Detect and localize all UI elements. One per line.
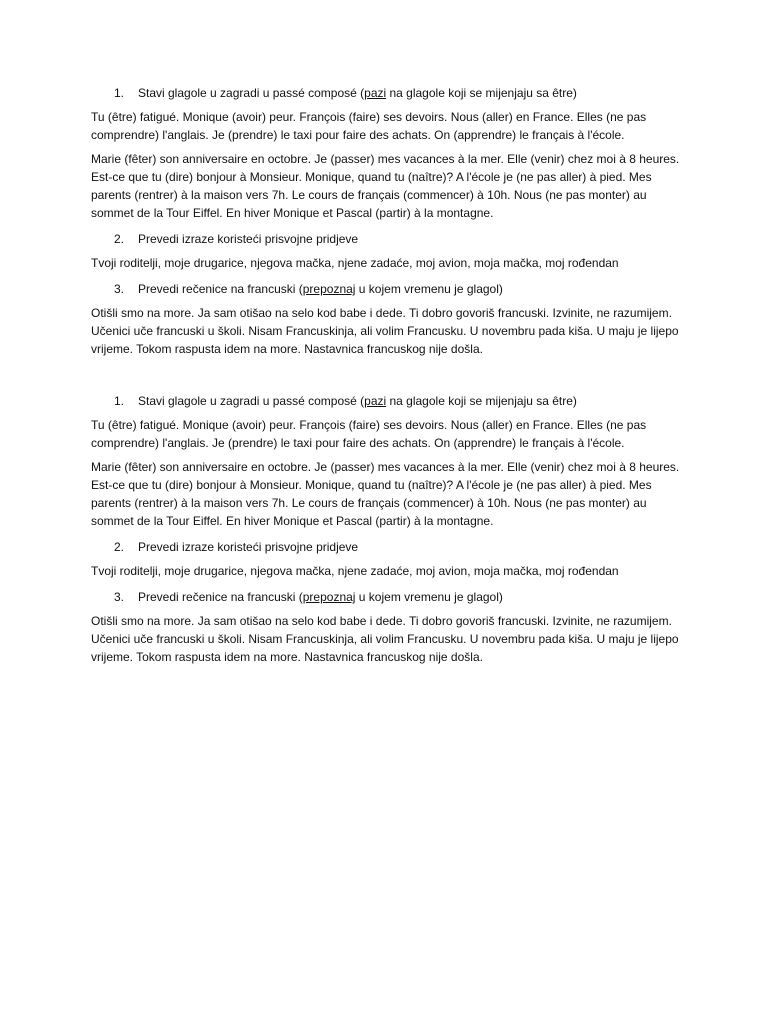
task-3-heading <box>91 280 687 298</box>
task-3-heading <box>91 588 687 606</box>
task-1-paragraph-1: Tu (être) fatigué. Monique (avoir) peur. François (faire) ses devoirs. Nous (aller) en France. Elles (ne pas comprendre) l'anglais. Je (prendre) le taxi pour faire des achats. On (apprendre) le français à l'école. <box>91 418 647 450</box>
task-1-paragraph-2: Marie (fêter) son anniversaire en octobre. Je (passer) mes vacances à la mer. Elle (venir) chez moi à 8 heures. Est-ce que tu (dire) bonjour à Monsieur. Monique, quand tu (naître)? A l'école je (ne pas aller) à pied. Mes parents (rentrer) à la maison vers 7h. Le cours de français (commencer) à 10h. Nous (ne pas monter) au sommet de la Tour Eiffel. En hiver Monique et Pascal (partir) à la montagne. <box>91 152 680 220</box>
task-2-number: 2. <box>114 232 125 246</box>
task-1-number: 1. <box>114 86 125 100</box>
task-3-underlined: prepoznaj <box>302 590 356 604</box>
task-1-underlined: pazi <box>364 394 387 408</box>
task-3-text-after: u kojem vremenu je glagol) <box>355 282 503 296</box>
document-page <box>91 84 687 672</box>
task-3-number: 3. <box>114 282 125 296</box>
task-1-paragraph-1: Tu (être) fatigué. Monique (avoir) peur. François (faire) ses devoirs. Nous (aller) en France. Elles (ne pas comprendre) l'anglais. Je (prendre) le taxi pour faire des achats. On (apprendre) le français à l'école. <box>91 110 647 142</box>
task-2-text: Prevedi izraze koristeći prisvojne pridjeve <box>138 540 359 554</box>
task-1-text-after: na glagole koji se mijenjaju sa être) <box>386 394 577 408</box>
task-1-number: 1. <box>114 394 125 408</box>
task-3-text-before: Prevedi rečenice na francuski ( <box>138 282 303 296</box>
worksheet-2 <box>91 392 687 666</box>
task-3-text-after: u kojem vremenu je glagol) <box>355 590 503 604</box>
task-3-number: 3. <box>114 590 125 604</box>
task-2-number: 2. <box>114 540 125 554</box>
task-3-paragraph: Otišli smo na more. Ja sam otišao na selo kod babe i dede. Ti dobro govoriš francuski. Izvinite, ne razumijem. Učenici uče francuski u školi. Nisam Francuskinja, ali volim Francusku. U novembru pada kiša. U maju je lijepo vrijeme. Tokom raspusta idem na more. Nastavnica francuskog nije došla. <box>91 306 679 356</box>
task-2-paragraph: Tvoji roditelji, moje drugarice, njegova mačka, njene zadaće, moj avion, moja mačka, moj rođendan <box>91 256 619 270</box>
task-1-underlined: pazi <box>364 86 387 100</box>
task-1-text-before: Stavi glagole u zagradi u passé composé ( <box>138 86 365 100</box>
task-1-text-before: Stavi glagole u zagradi u passé composé ( <box>138 394 365 408</box>
worksheet-1 <box>91 84 687 358</box>
task-3-underlined: prepoznaj <box>302 282 356 296</box>
task-2-heading <box>91 230 687 248</box>
task-2-paragraph: Tvoji roditelji, moje drugarice, njegova mačka, njene zadaće, moj avion, moja mačka, moj rođendan <box>91 564 619 578</box>
task-1-heading <box>91 392 687 410</box>
task-3-text-before: Prevedi rečenice na francuski ( <box>138 590 303 604</box>
task-1-paragraph-2: Marie (fêter) son anniversaire en octobre. Je (passer) mes vacances à la mer. Elle (venir) chez moi à 8 heures. Est-ce que tu (dire) bonjour à Monsieur. Monique, quand tu (naître)? A l'école je (ne pas aller) à pied. Mes parents (rentrer) à la maison vers 7h. Le cours de français (commencer) à 10h. Nous (ne pas monter) au sommet de la Tour Eiffel. En hiver Monique et Pascal (partir) à la montagne. <box>91 460 680 528</box>
task-3-paragraph: Otišli smo na more. Ja sam otišao na selo kod babe i dede. Ti dobro govoriš francuski. Izvinite, ne razumijem. Učenici uče francuski u školi. Nisam Francuskinja, ali volim Francusku. U novembru pada kiša. U maju je lijepo vrijeme. Tokom raspusta idem na more. Nastavnica francuskog nije došla. <box>91 614 679 664</box>
task-2-heading <box>91 538 687 556</box>
task-1-text-after: na glagole koji se mijenjaju sa être) <box>386 86 577 100</box>
task-1-heading <box>91 84 687 102</box>
task-2-text: Prevedi izraze koristeći prisvojne pridjeve <box>138 232 359 246</box>
